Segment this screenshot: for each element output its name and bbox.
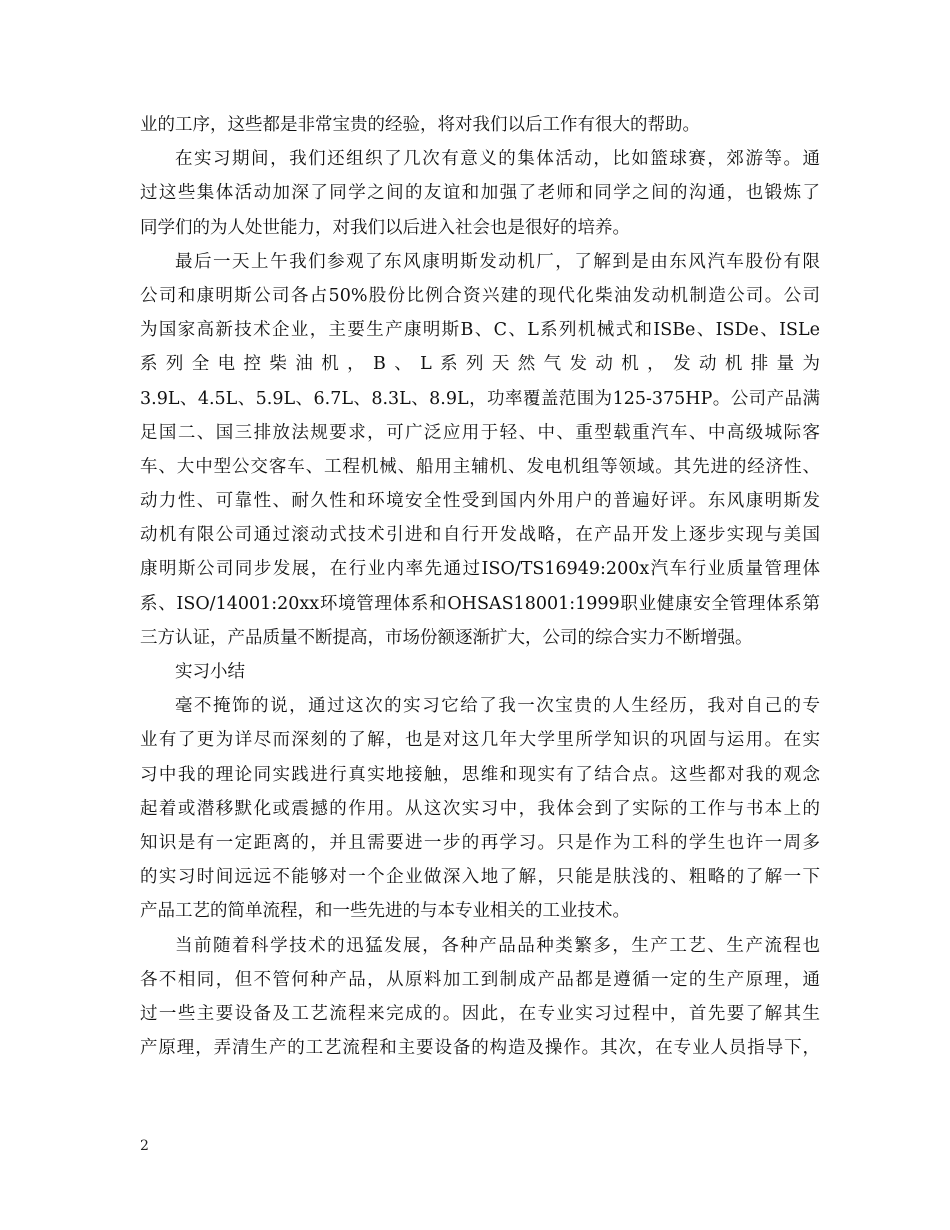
- text-line: 动机有限公司通过滚动式技术引进和自行开发战略，在产品开发上逐步实现与美国: [140, 525, 820, 546]
- text-line: 同学们的为人处世能力，对我们以后进入社会也是很好的培养。: [140, 217, 630, 238]
- text-line: 公司和康明斯公司各占50%股份比例合资兴建的现代化柴油发动机制造公司。公司: [140, 285, 820, 306]
- text-line: 知识是有一定距离的，并且需要进一步的再学习。只是作为工科的学生也许一周多: [140, 832, 820, 853]
- text-line: 过一些主要设备及工艺流程来完成的。因此，在专业实习过程中，首先要了解其生: [140, 1003, 820, 1024]
- text-line: 系列全电控柴油机，B、L系列天然气发动机，发动机排量为: [140, 354, 820, 375]
- page-number: 2: [140, 1138, 149, 1154]
- text-line: 业有了更为详尽而深刻的了解，也是对这几年大学里所学知识的巩固与运用。在实: [140, 730, 820, 751]
- text-line: 起着或潜移默化或震撼的作用。从这次实习中，我体会到了实际的工作与书本上的: [140, 798, 820, 819]
- text-line: 为国家高新技术企业，主要生产康明斯B、C、L系列机械式和ISBe、ISDe、ISLe: [140, 320, 820, 341]
- text-line: 的实习时间远远不能够对一个企业做深入地了解，只能是肤浅的、粗略的了解一下: [140, 867, 820, 888]
- text-line: 各不相同，但不管何种产品，从原料加工到制成产品都是遵循一定的生产原理，通: [140, 969, 820, 990]
- text-line: 在实习期间，我们还组织了几次有意义的集体活动，比如篮球赛，郊游等。通: [175, 149, 820, 170]
- text-line: 毫不掩饰的说，通过这次的实习它给了我一次宝贵的人生经历，我对自己的专: [175, 696, 820, 717]
- body-text: [140, 108, 820, 1065]
- text-line: 足国二、国三排放法规要求，可广泛应用于轻、中、重型载重汽车、中高级城际客: [140, 422, 820, 443]
- text-line: 产品工艺的简单流程，和一些先进的与本专业相关的工业技术。: [140, 901, 630, 922]
- text-line: 系、ISO/14001:20xx环境管理体系和OHSAS18001:1999职业健康安全管理体系第: [140, 593, 820, 614]
- text-line: 业的工序，这些都是非常宝贵的经验，将对我们以后工作有很大的帮助。: [140, 115, 700, 135]
- text-line: 习中我的理论同实践进行真实地接触，思维和现实有了结合点。这些都对我的观念: [140, 764, 820, 785]
- text-line: 当前随着科学技术的迅猛发展，各种产品品种类繁多，生产工艺、生产流程也: [175, 935, 820, 956]
- text-line: 三方认证，产品质量不断提高，市场份额逐渐扩大，公司的综合实力不断增强。: [140, 627, 753, 648]
- section-heading: 实习小结: [175, 662, 245, 682]
- text-line: 产原理，弄清生产的工艺流程和主要设备的构造及操作。其次，在专业人员指导下，: [140, 1038, 820, 1059]
- text-line: 动力性、可靠性、耐久性和环境安全性受到国内外用户的普遍好评。东风康明斯发: [140, 491, 820, 512]
- text-line: 过这些集体活动加深了同学之间的友谊和加强了老师和同学之间的沟通，也锻炼了: [140, 183, 820, 204]
- text-line: 3.9L、4.5L、5.9L、6.7L、8.3L、8.9L，功率覆盖范围为125-375HP。公司产品满: [140, 388, 820, 409]
- text-line: 车、大中型公交客车、工程机械、船用主辅机、发电机组等领域。其先进的经济性、: [140, 456, 820, 477]
- text-line: 最后一天上午我们参观了东风康明斯发动机厂，了解到是由东风汽车股份有限: [175, 251, 820, 272]
- text-line: 康明斯公司同步发展，在行业内率先通过ISO/TS16949:200x汽车行业质量管理体: [140, 559, 820, 580]
